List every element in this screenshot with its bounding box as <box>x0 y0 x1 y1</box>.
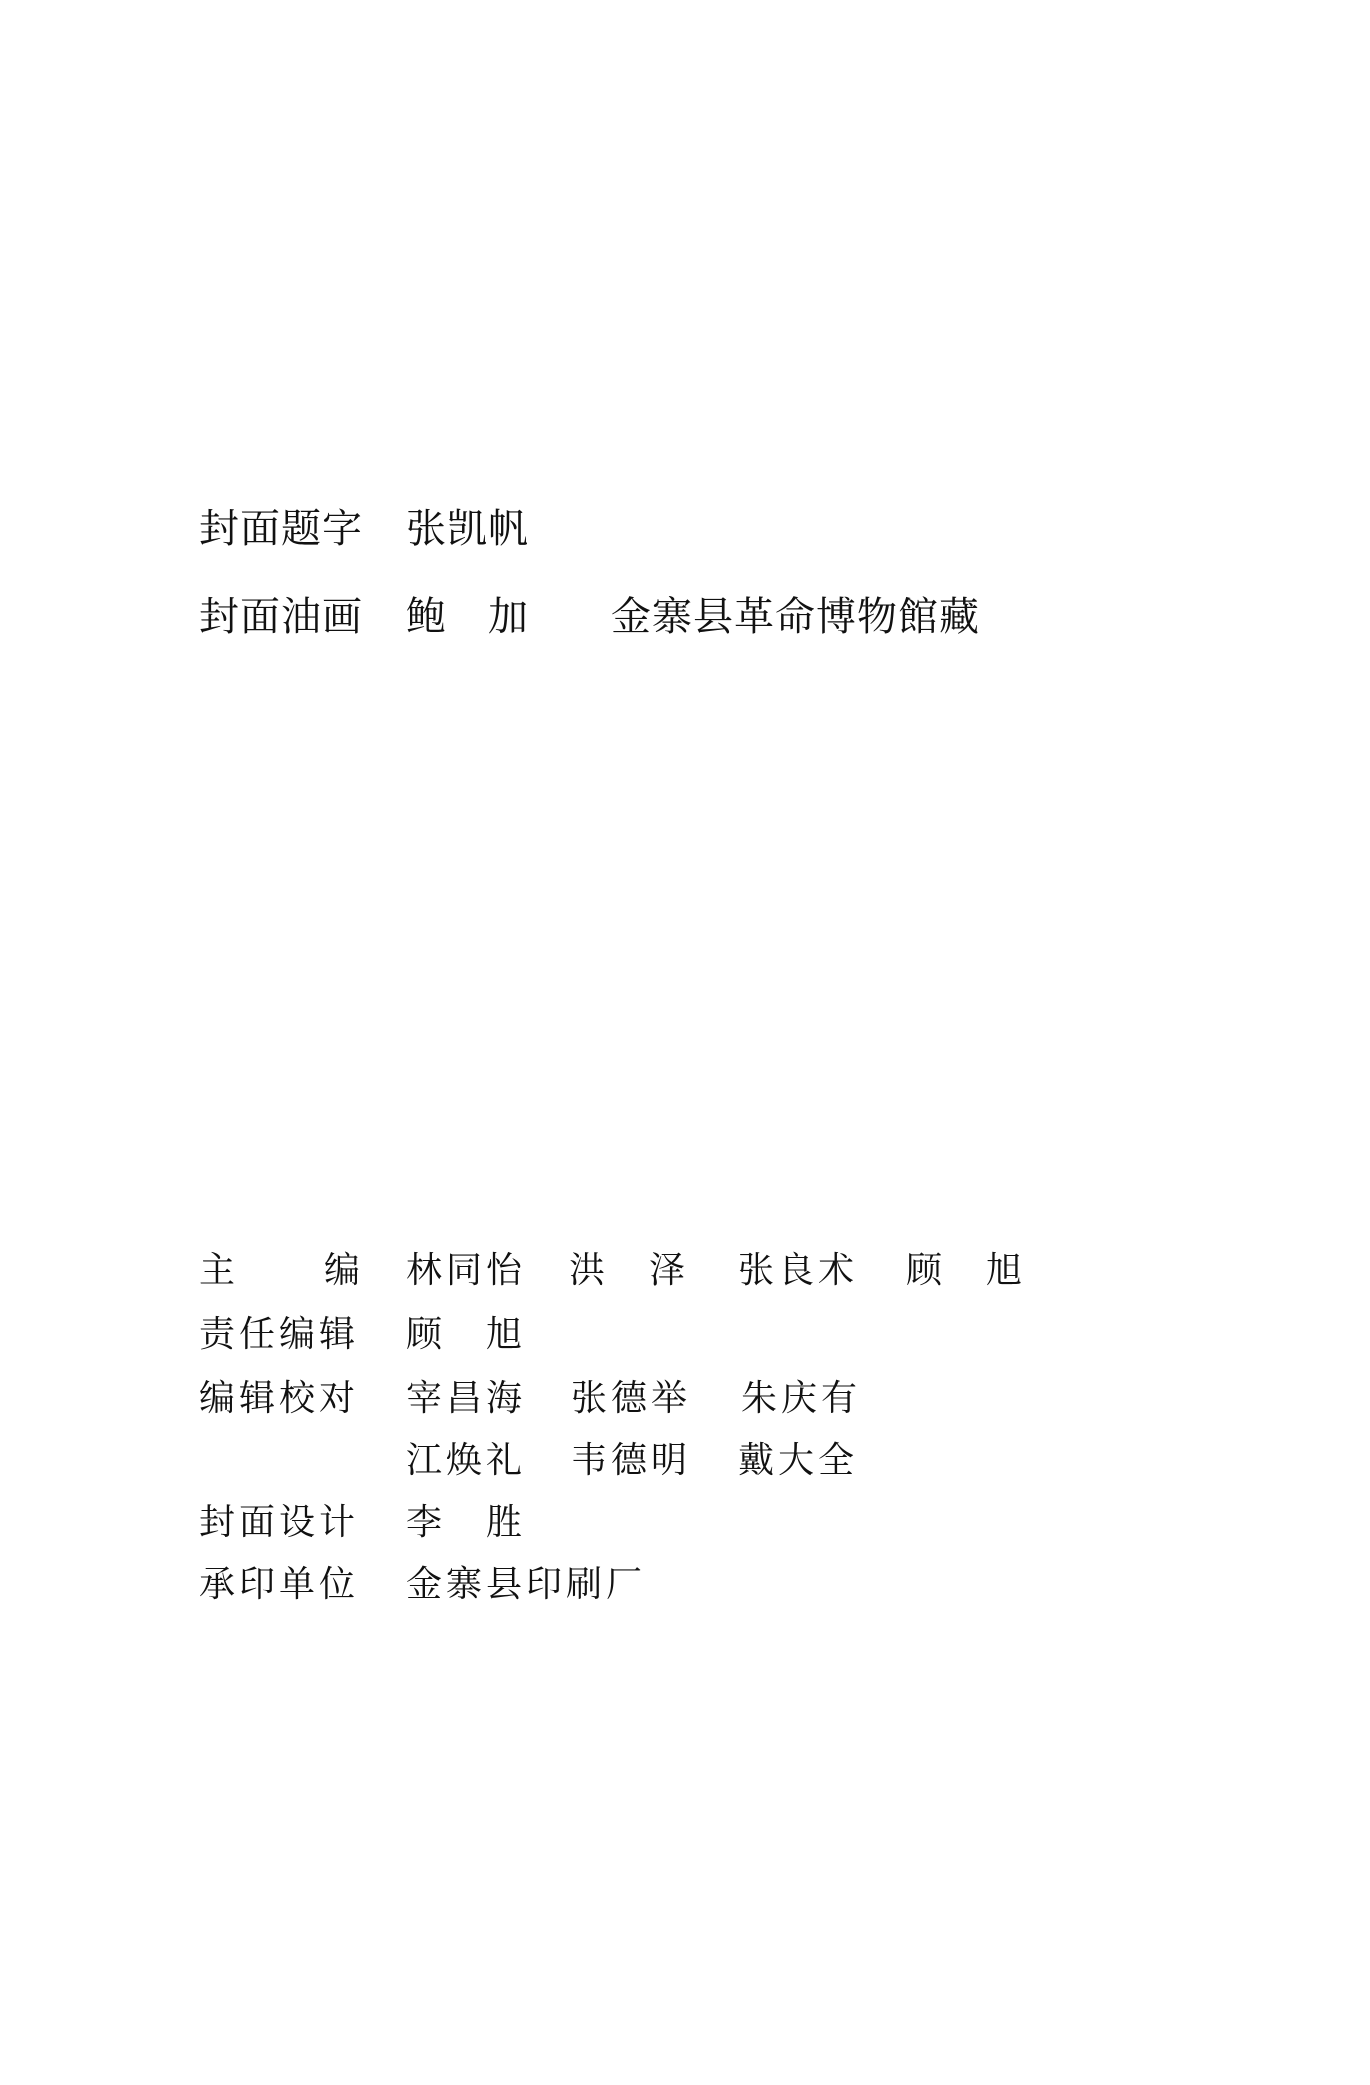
proofreading-label: 编辑校对 <box>199 1378 360 1419</box>
responsible-editor-label: 责任编辑 <box>199 1314 360 1355</box>
chief-editor-name-3: 张良术 <box>738 1250 859 1291</box>
proofreader-name-5: 韦德明 <box>571 1440 692 1481</box>
cover-design-name: 李 胜 <box>406 1502 527 1543</box>
chief-editor-name-2: 洪 泽 <box>569 1250 690 1291</box>
chief-editor-label: 主 编 <box>199 1250 364 1291</box>
proofreader-name-2: 张德举 <box>571 1378 692 1419</box>
chief-editor-name-4: 顾 旭 <box>906 1250 1027 1291</box>
cover-oil-painting-artist: 鲍 加 <box>406 594 529 640</box>
proofreader-name-1: 宰昌海 <box>406 1378 527 1419</box>
cover-oil-painting-label: 封面油画 <box>199 594 363 640</box>
chief-editor-name-1: 林同怡 <box>406 1250 527 1291</box>
cover-calligraphy-value: 张凯帆 <box>406 506 529 552</box>
cover-oil-painting-collection: 金寨县革命博物館藏 <box>611 594 980 640</box>
cover-design-label: 封面设计 <box>199 1502 360 1543</box>
proofreader-name-3: 朱庆有 <box>741 1378 862 1419</box>
proofreader-name-6: 戴大全 <box>738 1440 859 1481</box>
proofreader-name-4: 江焕礼 <box>406 1440 527 1481</box>
printer-label: 承印单位 <box>199 1564 360 1605</box>
responsible-editor-name: 顾 旭 <box>406 1314 527 1355</box>
printer-name: 金寨县印刷厂 <box>406 1564 647 1605</box>
cover-calligraphy-label: 封面题字 <box>199 506 363 552</box>
